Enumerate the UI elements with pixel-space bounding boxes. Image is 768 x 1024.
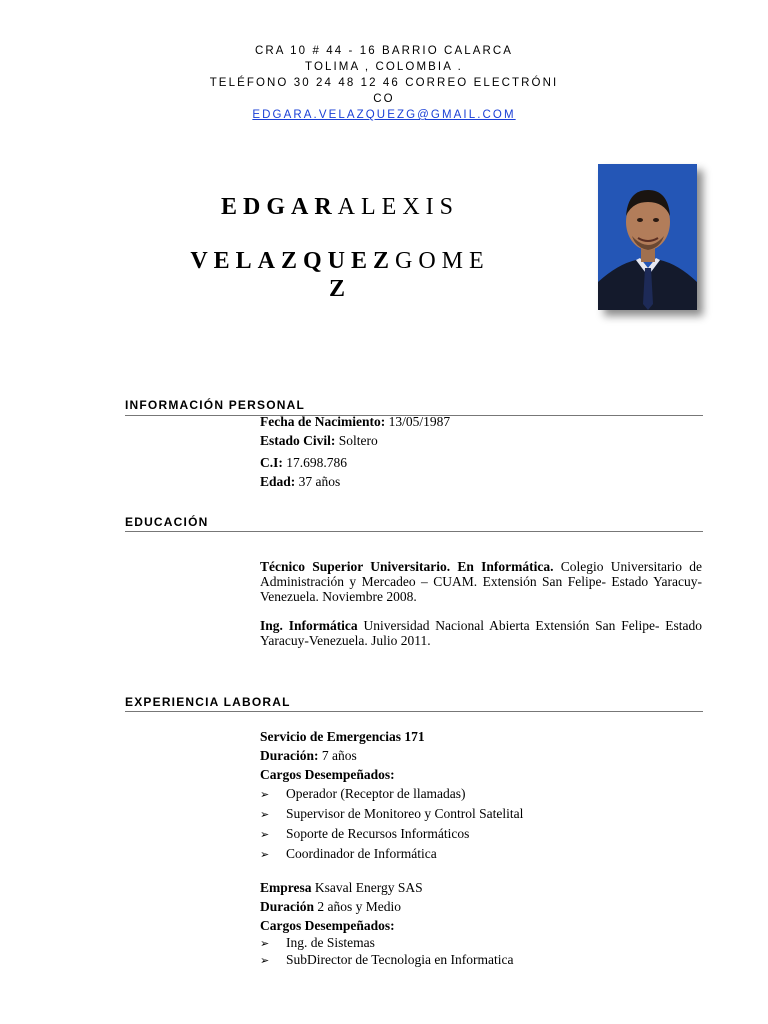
- arrowhead-icon: ➢: [260, 848, 270, 861]
- first-name: EDGAR: [221, 194, 338, 220]
- personal-info-heading: INFORMACIÓN PERSONAL: [125, 398, 305, 412]
- education-1-degree: Técnico Superior Universitario. En Informática.: [260, 559, 554, 574]
- education-2-degree: Ing. Informática: [260, 618, 358, 633]
- civil-status-row: [260, 431, 702, 450]
- birth-date-label: Fecha de Nacimiento:: [260, 414, 386, 429]
- id-number-label: C.I:: [260, 455, 283, 470]
- address-line: CRA 10 # 44 - 16 BARRIO CALARCA: [254, 45, 514, 57]
- job-2-duration-row: [260, 897, 702, 916]
- arrowhead-icon: ➢: [260, 828, 270, 841]
- list-item: ➢ SubDirector de Tecnologia en Informatica: [260, 952, 514, 967]
- job-1-duration-value: 7 años: [321, 748, 357, 763]
- job-2-company-label: Empresa: [260, 880, 312, 895]
- personal-info-block: [260, 412, 702, 491]
- email-link[interactable]: EDGARA.VELAZQUEZG@GMAIL.COM: [252, 109, 516, 121]
- age-label: Edad:: [260, 474, 296, 489]
- civil-status-label: Estado Civil:: [260, 433, 336, 448]
- education-heading: EDUCACIÓN: [125, 515, 209, 529]
- job-1: [260, 727, 702, 864]
- id-number-value: 17.698.786: [286, 455, 347, 470]
- age-value: 37 años: [298, 474, 341, 489]
- list-item: ➢ Operador (Receptor de llamadas): [260, 784, 702, 804]
- arrowhead-icon: ➢: [260, 954, 270, 967]
- list-item: ➢ Ing. de Sistemas: [260, 935, 375, 950]
- list-item: ➢ Supervisor de Monitoreo y Control Satelital: [260, 804, 702, 824]
- contact-block: [200, 43, 568, 123]
- birth-date-row: [260, 412, 702, 431]
- id-number-row: [260, 453, 702, 472]
- civil-status-value: Soltero: [338, 433, 378, 448]
- arrowhead-icon: ➢: [260, 788, 270, 801]
- education-item-1: [260, 559, 702, 604]
- phone-line: TELÉFONO 30 24 48 12 46 CORREO ELECTRÓNI: [209, 77, 559, 89]
- experience-divider: [125, 711, 703, 712]
- job-1-company: Servicio de Emergencias 171: [260, 729, 425, 744]
- job-2-duration-value: 2 años y Medio: [317, 899, 401, 914]
- arrowhead-icon: ➢: [260, 808, 270, 821]
- job-2-company-row: [260, 878, 702, 897]
- job-1-roles-label: Cargos Desempeñados:: [260, 767, 395, 782]
- job-1-duration-label: Duración:: [260, 748, 319, 763]
- last-name-wrap: [170, 276, 510, 302]
- arrowhead-icon: ➢: [260, 937, 270, 950]
- last-name-wrap-letter: Z: [328, 276, 351, 302]
- list-item: ➢ Soporte de Recursos Informáticos: [260, 824, 702, 844]
- last-name: VELAZQUEZ: [190, 248, 396, 274]
- job-2-duration-label: Duración: [260, 899, 314, 914]
- profile-photo: [598, 164, 697, 310]
- job-1-duration-row: [260, 746, 702, 765]
- job-2-company-value: Ksaval Energy SAS: [314, 880, 423, 895]
- region-line: TOLIMA , COLOMBIA .: [305, 61, 463, 73]
- last-name-line: [170, 248, 510, 274]
- first-name-line: [170, 194, 510, 220]
- age-row: [260, 472, 702, 491]
- list-item: ➢ Coordinador de Informática: [260, 844, 702, 864]
- phone-line-wrap: CO: [373, 93, 395, 105]
- education-item-2: [260, 618, 702, 648]
- middle-name: ALEXIS: [337, 194, 459, 220]
- experience-heading: EXPERIENCIA LABORAL: [125, 695, 291, 709]
- education-divider: [125, 531, 703, 532]
- second-last-name: GOME: [395, 248, 490, 274]
- education-1-details: Colegio Universitario de Administración y Mercadeo – CUAM. Extensión San Felipe- Estado Yaracuy-Venezuela. Noviembre 2008.: [260, 559, 702, 604]
- job-2-roles-label: Cargos Desempeñados:: [260, 918, 395, 933]
- education-2-details: Universidad Nacional Abierta Extensión San Felipe- Estado Yaracuy-Venezuela. Julio 2011.: [260, 618, 703, 648]
- birth-date-value: 13/05/1987: [388, 414, 451, 429]
- job-2: [260, 878, 702, 969]
